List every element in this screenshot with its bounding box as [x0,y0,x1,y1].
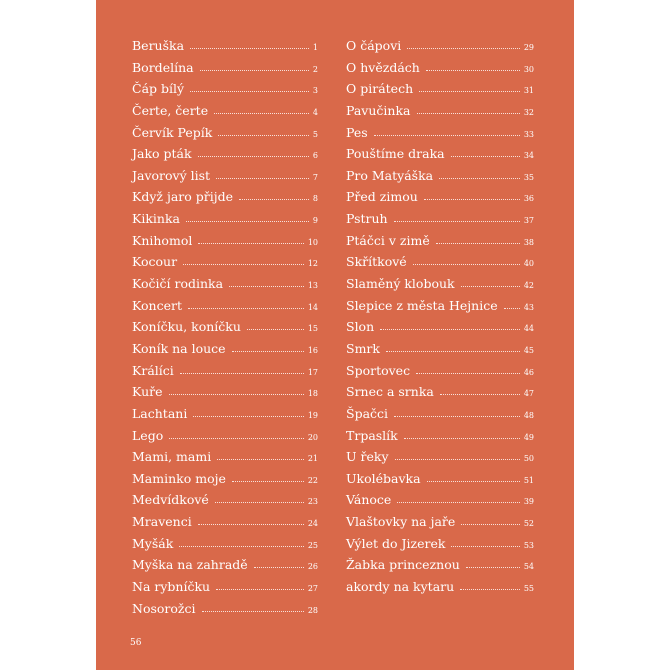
leader-dots [451,156,520,157]
leader-dots [460,589,520,590]
toc-entry [132,403,318,425]
leader-dots [169,394,304,395]
toc-entry [132,554,318,576]
toc-entry [132,360,318,382]
leader-dots [179,546,304,547]
toc-entry-page-number: 39 [523,497,534,507]
toc-entry-title: Myšák [132,535,174,551]
toc-entry [132,468,318,490]
toc-entry [132,143,318,165]
toc-entry-page-number: 7 [312,172,318,182]
toc-entry [346,273,534,295]
toc-entry [132,576,318,598]
leader-dots [427,481,520,482]
toc-entry [346,57,534,79]
leader-dots [451,546,519,547]
leader-dots [198,156,309,157]
toc-entry [132,533,318,555]
leader-dots [419,91,520,92]
leader-dots [380,329,520,330]
toc-entry-title: Červík Pepík [132,124,213,140]
leader-dots [183,264,304,265]
toc-entry-title: Smrk [346,340,380,356]
toc-entry-page-number: 5 [312,129,318,139]
toc-entry-title: Králíci [132,362,174,378]
toc-entry-page-number: 10 [307,237,318,247]
toc-entry [346,78,534,100]
toc-entry-page-number: 48 [523,410,534,420]
toc-entry-title: Srnec a srnka [346,384,434,400]
toc-entry-title: Medvídkové [132,492,209,508]
toc-entry [346,403,534,425]
toc-entry-title: O hvězdách [346,59,420,75]
toc-entry-page-number: 50 [523,454,534,464]
toc-entry-title: O čápovi [346,38,402,53]
toc-entry [132,273,318,295]
toc-entry-page-number: 2 [312,64,318,74]
toc-entry-title: U řeky [346,449,389,465]
toc-entry-title: Vánoce [346,492,392,508]
toc-entry-title: Maminko moje [132,470,226,486]
leader-dots [198,243,303,244]
leader-dots [254,567,304,568]
toc-entry [346,35,534,57]
toc-entry [132,230,318,252]
leader-dots [214,113,309,114]
toc-entry [346,511,534,533]
toc-entry [346,100,534,122]
toc-entry-page-number: 25 [307,540,318,550]
toc-entry [346,143,534,165]
toc-entry-page-number: 24 [307,519,318,529]
leader-dots [426,70,520,71]
toc-entry-page-number: 18 [307,389,318,399]
toc-entry-title: Na rybníčku [132,579,211,595]
toc-entry-title: O pirátech [346,81,414,97]
leader-dots [190,91,309,92]
toc-entry-page-number: 34 [523,151,534,161]
toc-entry-page-number: 32 [523,107,534,117]
toc-entry-title: Slon [346,319,375,335]
toc-entry [346,533,534,555]
leader-dots [186,221,309,222]
toc-entry-title: Vlaštovky na jaře [346,514,456,530]
leader-dots [439,178,520,179]
leader-dots [461,524,520,525]
toc-entry-page-number: 6 [312,151,318,161]
toc-entry-title: Slepice z města Hejnice [346,297,498,313]
leader-dots [232,481,304,482]
leader-dots [216,178,309,179]
toc-entry-page-number: 12 [307,259,318,269]
toc-entry-title: Skřítkové [346,254,407,270]
toc-entry-title: Bordelína [132,59,194,75]
toc-entry-title: Lego [132,427,164,443]
toc-entry-title: Před zimou [346,189,418,205]
toc-entry-title: Čerte, čerte [132,102,209,118]
toc-entry-title: Výlet do Jizerek [346,535,446,551]
toc-entry [346,208,534,230]
toc-entry [346,122,534,144]
toc-entry-page-number: 14 [307,302,318,312]
toc-entry-title: Koníčku, koníčku [132,319,241,335]
toc-entry [346,489,534,511]
toc-entry-page-number: 28 [307,605,318,615]
leader-dots [504,308,520,309]
toc-entry-page-number: 52 [523,519,534,529]
toc-entry [346,554,534,576]
toc-entry-title: Ptáčci v zimě [346,232,430,248]
toc-entry-page-number: 17 [307,367,318,377]
toc-entry-page-number: 31 [523,86,534,96]
toc-entry-page-number: 21 [307,454,318,464]
toc-entry-title: Pes [346,124,368,140]
toc-entry-page-number: 20 [307,432,318,442]
toc-entry [132,316,318,338]
toc-entry-title: Když jaro přijde [132,189,234,205]
toc-entry-page-number: 23 [307,497,318,507]
toc-entry [346,425,534,447]
toc-entry-page-number: 3 [312,86,318,96]
toc-entry [132,165,318,187]
leader-dots [404,438,520,439]
toc-entry [132,208,318,230]
toc-entry-page-number: 55 [523,584,534,594]
toc-entry-page-number: 8 [312,194,318,204]
leader-dots [218,135,309,136]
toc-entry-title: Kocour [132,254,178,270]
toc-entry-page-number: 37 [523,216,534,226]
toc-entry-title: akordy na kytaru [346,579,455,595]
toc-entry [132,57,318,79]
toc-entry-page-number: 9 [312,216,318,226]
leader-dots [188,308,304,309]
toc-entry-title: Knihomol [132,232,193,248]
toc-entry-page-number: 30 [523,64,534,74]
toc-entry-title: Mami, mami [132,449,212,465]
leader-dots [417,113,520,114]
toc-entry [346,186,534,208]
toc-entry-page-number: 47 [523,389,534,399]
toc-entry-page-number: 1 [312,43,318,52]
leader-dots [416,373,520,374]
toc-entry-title: Sportovec [346,362,411,378]
toc-entry [346,251,534,273]
leader-dots [180,373,304,374]
leader-dots [200,70,309,71]
leader-dots [216,589,304,590]
toc-entry-title: Mravenci [132,514,192,530]
toc-entry-title: Myška na zahradě [132,557,248,573]
toc-entry [346,165,534,187]
toc-entry-page-number: 45 [523,345,534,355]
toc-entry-title: Kočičí rodinka [132,276,224,292]
leader-dots [215,502,304,503]
toc-entry [132,338,318,360]
toc-entry [132,100,318,122]
toc-entry-title: Slaměný klobouk [346,276,455,292]
leader-dots [407,48,520,49]
leader-dots [436,243,520,244]
toc-entry [346,446,534,468]
toc-entry-title: Koník na louce [132,340,226,356]
leader-dots [193,416,303,417]
toc-entry-title: Beruška [132,38,185,53]
toc-entry [346,381,534,403]
toc-entry-title: Koncert [132,297,182,313]
toc-entry-title: Trpaslík [346,427,398,443]
toc-entry-title: Javorový list [132,167,211,183]
page-number: 56 [130,638,142,648]
toc-entry-title: Jako pták [132,146,192,162]
leader-dots [232,351,304,352]
leader-dots [466,567,520,568]
toc-entry-title: Pro Matyáška [346,167,434,183]
toc-entry-page-number: 44 [523,324,534,334]
toc-entry [346,338,534,360]
toc-left-column [132,35,318,619]
toc-entry-page-number: 46 [523,367,534,377]
toc-entry-page-number: 13 [307,281,318,291]
toc-entry [132,186,318,208]
toc-entry-page-number: 53 [523,540,534,550]
leader-dots [247,329,304,330]
toc-entry-page-number: 19 [307,410,318,420]
leader-dots [440,394,520,395]
leader-dots [239,199,309,200]
toc-entry [346,230,534,252]
toc-entry-page-number: 40 [523,259,534,269]
toc-entry-page-number: 22 [307,475,318,485]
leader-dots [397,502,520,503]
leader-dots [424,199,520,200]
toc-entry-page-number: 16 [307,345,318,355]
toc-entry-title: Pavučinka [346,102,411,118]
leader-dots [395,459,520,460]
toc-entry-page-number: 42 [523,281,534,291]
toc-entry-page-number: 29 [523,43,534,52]
toc-entry-title: Pouštíme draka [346,146,445,162]
toc-entry-title: Žabka princeznou [346,557,460,573]
toc-entry [346,360,534,382]
toc-entry-title: Kikinka [132,211,180,227]
toc-entry [346,576,534,598]
toc-entry-page-number: 49 [523,432,534,442]
toc-entry-title: Čáp bílý [132,81,185,97]
toc-entry [346,468,534,490]
leader-dots [190,48,309,49]
toc-entry-page-number: 51 [523,475,534,485]
leader-dots [394,416,520,417]
leader-dots [198,524,304,525]
toc-entry-page-number: 26 [307,562,318,572]
toc-entry-title: Pstruh [346,211,388,227]
leader-dots [229,286,304,287]
toc-entry [132,446,318,468]
toc-entry [132,381,318,403]
leader-dots [394,221,520,222]
toc-entry-page-number: 35 [523,172,534,182]
toc-entry-title: Ukolébavka [346,470,421,486]
leader-dots [413,264,520,265]
toc-entry-title: Nosorožci [132,600,196,616]
leader-dots [461,286,520,287]
toc-entry-title: Kuře [132,384,163,400]
toc-entry [132,251,318,273]
leader-dots [386,351,520,352]
toc-entry [132,295,318,317]
toc-entry-page-number: 43 [523,302,534,312]
toc-entry [346,295,534,317]
toc-entry [132,598,318,620]
toc-entry [132,35,318,57]
toc-entry [132,489,318,511]
toc-entry [346,316,534,338]
toc-entry [132,78,318,100]
toc-entry [132,425,318,447]
toc-entry [132,122,318,144]
leader-dots [217,459,304,460]
toc-entry-page-number: 15 [307,324,318,334]
toc-entry-page-number: 54 [523,562,534,572]
leader-dots [374,135,520,136]
toc-entry [132,511,318,533]
toc-entry-title: Špačci [346,405,389,421]
toc-entry-page-number: 36 [523,194,534,204]
toc-entry-title: Lachtani [132,405,188,421]
toc-entry-page-number: 4 [312,107,318,117]
leader-dots [202,611,304,612]
toc-entry-page-number: 33 [523,129,534,139]
leader-dots [169,438,304,439]
toc-right-column [346,35,534,598]
toc-entry-page-number: 38 [523,237,534,247]
toc-entry-page-number: 27 [307,584,318,594]
